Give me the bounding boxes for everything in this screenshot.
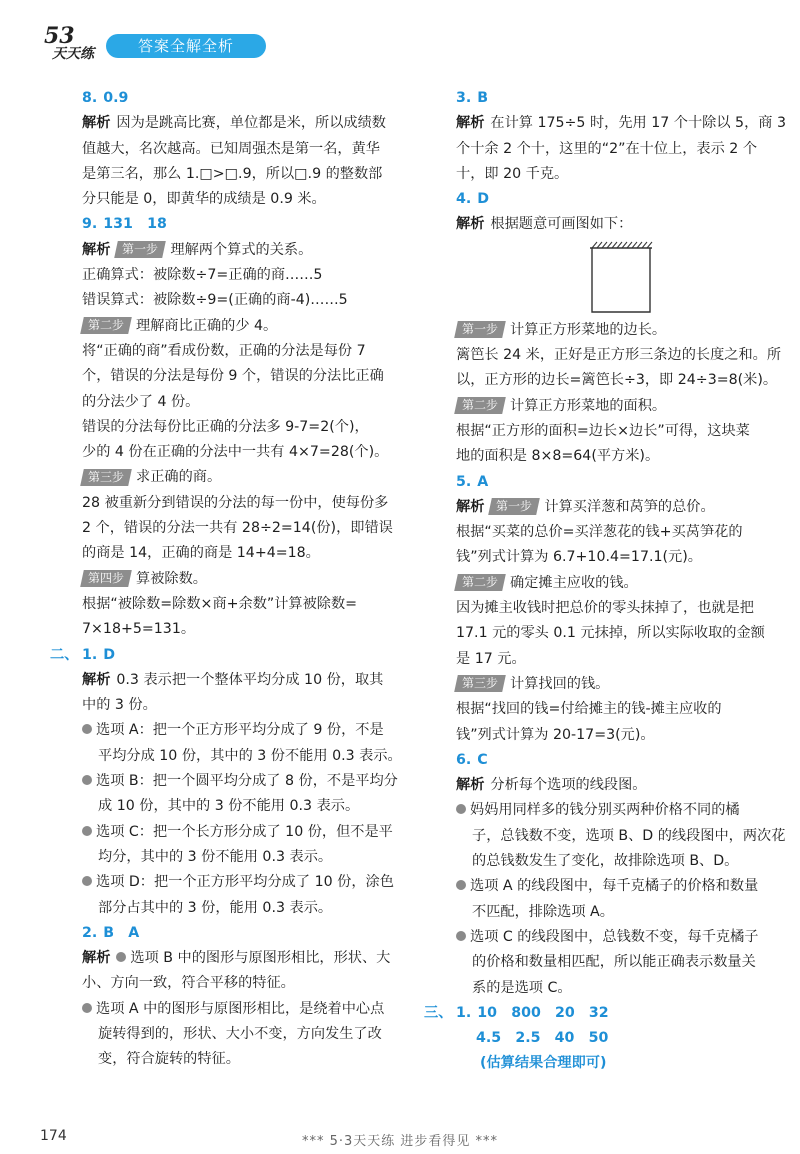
analysis-tag: 解析	[82, 950, 111, 967]
line-text: 以，正方形的边长=篱笆长÷3，即 24÷3=8(米)。	[456, 372, 778, 389]
step-label: 第二步	[462, 575, 499, 590]
line-text: 妈妈用同样多的钱分别买两种价格不同的橘	[470, 802, 740, 819]
analysis-tag: 解析	[82, 241, 111, 258]
line-text: 选项 C：把一个长方形分成了 10 份，但不是平	[96, 823, 393, 840]
answer-value: B A	[103, 924, 140, 941]
line-text: 因为摊主收钱时把总价的零头抹掉了，也就是把	[456, 600, 754, 617]
text-line	[82, 896, 412, 921]
estimate-note: (估算结果合理即可)	[480, 1055, 607, 1072]
text-line	[82, 516, 412, 541]
text-line	[82, 465, 412, 490]
step-badge	[80, 469, 132, 486]
step-label: 第二步	[462, 398, 499, 413]
line-text: 计算正方形菜地的边长。	[510, 321, 667, 338]
question-number: 8.	[82, 90, 98, 106]
step-label: 第三步	[462, 676, 499, 691]
section-number: 三、	[424, 1004, 453, 1021]
text-line	[82, 238, 412, 263]
text-line	[456, 1026, 782, 1051]
text-line	[456, 900, 782, 925]
text-line	[456, 925, 782, 950]
step-label: 第一步	[462, 322, 499, 337]
line-text: 个十余 2 个十，这里的“2”在十位上，表示 2 个	[456, 140, 758, 157]
text-line	[456, 495, 782, 520]
analysis-tag: 解析	[456, 115, 485, 132]
line-text: 是 17 元。	[456, 650, 526, 667]
line-text: 理解两个算式的关系。	[170, 241, 313, 258]
answer-value: C	[477, 751, 488, 768]
line-text: 是第三名，那么 1.□>□.9，所以□.9 的整数部	[82, 165, 383, 182]
line-text: 子，总钱数不变，选项 B、D 的线段图中，两次花	[472, 827, 786, 844]
text-line	[456, 950, 782, 975]
text-line	[456, 111, 786, 136]
text-line	[82, 415, 412, 440]
line-text: 钱”列式计算为 6.7+10.4=17.1(元)。	[456, 549, 702, 566]
text-line	[82, 137, 412, 162]
fence-square-figure	[456, 238, 782, 318]
text-line	[82, 592, 412, 617]
answer-value: D	[477, 191, 490, 208]
line-text: 在计算 175÷5 时，先用 17 个十除以 5，商 3	[490, 115, 786, 132]
analysis-tag: 解析	[456, 777, 485, 794]
text-line	[82, 390, 412, 415]
text-line	[456, 1051, 782, 1076]
text-line	[82, 288, 412, 313]
question-number: 4.	[456, 191, 472, 208]
text-line	[456, 571, 782, 596]
step-badge	[115, 241, 167, 258]
line-text: 选项 A 的线段图中，每千克橘子的价格和数量	[470, 878, 759, 895]
text-line	[82, 339, 412, 364]
text-line	[82, 491, 412, 516]
text-line	[456, 621, 782, 646]
text-line	[456, 748, 782, 773]
bullet-icon	[82, 1003, 92, 1013]
answer-value: 4.5 2.5 40 50	[476, 1030, 609, 1047]
step-badge	[80, 317, 132, 334]
step-badge	[454, 397, 506, 414]
brand-logo: 53 天天练	[44, 23, 94, 62]
text-line	[456, 976, 782, 1001]
footer-slogan: *** 5·3天天练 进步看得见 ***	[301, 1134, 499, 1149]
text-line	[82, 997, 412, 1022]
question-number: 1.	[456, 1004, 472, 1021]
step-badge	[454, 675, 506, 692]
line-text: 计算找回的钱。	[510, 675, 610, 692]
line-text: 选项 D：把一个正方形平均分成了 10 份，涂色	[96, 874, 394, 891]
text-line	[82, 718, 412, 743]
text-line	[82, 617, 412, 642]
text-line	[456, 824, 786, 849]
line-text: 值越大，名次越高。已知周强杰是第一名，黄华	[82, 140, 380, 157]
bullet-icon	[456, 880, 466, 890]
text-line	[456, 672, 782, 697]
text-line	[82, 187, 412, 212]
text-line	[456, 798, 782, 823]
section-number: 二、	[50, 646, 79, 663]
answer-value: D	[103, 646, 116, 663]
text-line	[456, 419, 782, 444]
text-line	[456, 394, 782, 419]
line-text: 的分法少了 4 份。	[82, 393, 200, 410]
text-line	[424, 1001, 782, 1026]
answer-value: 10 800 20 32	[477, 1004, 609, 1021]
bullet-icon	[456, 804, 466, 814]
text-line	[456, 343, 782, 368]
text-line	[82, 693, 412, 718]
line-text: 17.1 元的零头 0.1 元抹掉，所以实际收取的金额	[456, 625, 765, 642]
line-text: 成 10 份，其中的 3 份不能用 0.3 表示。	[98, 798, 360, 815]
text-line	[456, 520, 782, 545]
text-line	[82, 567, 412, 592]
page-number: 174	[40, 1128, 67, 1144]
answer-value: 0.9	[103, 90, 129, 106]
step-label: 第一步	[496, 499, 533, 514]
text-line	[82, 263, 412, 288]
line-text: 根据“找回的钱=付给摊主的钱-摊主应收的	[456, 701, 722, 718]
text-line	[456, 137, 782, 162]
line-text: 2 个，错误的分法一共有 28÷2=14(份)，即错误	[82, 520, 393, 537]
line-text: 部分占其中的 3 份，能用 0.3 表示。	[98, 899, 333, 916]
text-line	[82, 440, 412, 465]
line-text: 理解商比正确的少 4。	[136, 317, 278, 334]
text-line	[456, 849, 782, 874]
text-line	[82, 1047, 412, 1072]
step-badge	[489, 498, 541, 515]
line-text: 选项 B 中的图形与原图形相比，形状、大	[130, 950, 391, 967]
bullet-icon	[82, 775, 92, 785]
text-line	[82, 162, 412, 187]
text-line	[456, 318, 782, 343]
text-line	[456, 773, 782, 798]
question-number: 9.	[82, 216, 98, 233]
answer-value: B	[477, 90, 489, 106]
text-line	[456, 162, 782, 187]
line-text: 计算买洋葱和莴笋的总价。	[544, 498, 715, 515]
line-text: 28 被重新分到错误的分法的每一份中，使每份多	[82, 494, 389, 511]
question-number: 6.	[456, 751, 472, 768]
line-text: 地的面积是 8×8=64(平方米)。	[456, 448, 660, 465]
text-line	[82, 744, 412, 769]
text-line	[82, 364, 412, 389]
right-column	[424, 86, 786, 1077]
text-line	[82, 794, 412, 819]
text-line	[82, 845, 412, 870]
line-text: 少的 4 份在正确的分法中一共有 4×7=28(个)。	[82, 444, 389, 461]
line-text: 钱”列式计算为 20-17=3(元)。	[456, 726, 655, 743]
line-text: 均分，其中的 3 份不能用 0.3 表示。	[98, 848, 333, 865]
line-text: 分只能是 0，即黄华的成绩是 0.9 米。	[82, 191, 326, 208]
line-text: 计算正方形菜地的面积。	[510, 397, 667, 414]
left-column	[50, 86, 412, 1073]
line-text: 错误的分法每份比正确的分法多 9-7=2(个)，	[82, 418, 369, 435]
text-line	[82, 820, 412, 845]
text-line	[456, 187, 782, 212]
text-line	[82, 541, 412, 566]
line-text: 个，错误的分法是每份 9 个，错误的分法比正确	[82, 368, 384, 385]
line-text: 选项 A 中的图形与原图形相比，是绕着中心点	[96, 1000, 385, 1017]
step-label: 第四步	[88, 571, 125, 586]
text-line	[456, 874, 782, 899]
text-line	[456, 444, 782, 469]
text-line	[82, 111, 412, 136]
line-text: 算被除数。	[136, 570, 207, 587]
step-badge	[80, 570, 132, 587]
line-text: 因为是跳高比赛，单位都是米，所以成绩数	[116, 115, 386, 132]
line-text: 中的 3 份。	[82, 697, 157, 714]
line-text: 的商是 14，正确的商是 14+4=18。	[82, 545, 320, 562]
line-text: 的总钱数发生了变化，故排除选项 B、D。	[472, 853, 739, 870]
line-text: 正确算式：被除数÷7=正确的商……5	[82, 267, 323, 284]
line-text: 的价格和数量相匹配，所以能正确表示数量关	[472, 954, 756, 971]
text-line	[50, 643, 412, 668]
text-line	[456, 545, 782, 570]
line-text: 根据“买菜的总价=买洋葱花的钱+买莴笋花的	[456, 524, 743, 541]
bullet-icon	[82, 826, 92, 836]
line-text: 分析每个选项的线段图。	[490, 777, 647, 794]
text-line	[456, 647, 782, 672]
text-line	[82, 314, 412, 339]
line-text: 0.3 表示把一个整体平均分成 10 份，取其	[116, 671, 384, 688]
line-text: 7×18+5=131。	[82, 621, 196, 638]
question-number: 1.	[82, 646, 98, 663]
line-text: 系的是选项 C。	[472, 979, 572, 996]
text-line	[456, 212, 782, 237]
analysis-tag: 解析	[456, 498, 485, 515]
question-number: 5.	[456, 473, 472, 490]
line-text: 选项 C 的线段图中，总钱数不变，每千克橘子	[470, 928, 759, 945]
text-line	[82, 668, 412, 693]
line-text: 十，即 20 千克。	[456, 165, 569, 182]
square-garden-diagram	[586, 240, 656, 316]
section-badge: 答案全解全析	[106, 34, 266, 58]
line-text: 错误算式：被除数÷9=(正确的商-4)……5	[82, 292, 348, 309]
analysis-tag: 解析	[82, 115, 111, 132]
line-text: 根据“被除数=除数×商+余数”计算被除数=	[82, 595, 358, 612]
text-line	[82, 86, 412, 111]
text-line	[456, 596, 782, 621]
line-text: 不匹配，排除选项 A。	[472, 903, 614, 920]
line-text: 平均分成 10 份，其中的 3 份不能用 0.3 表示。	[98, 747, 402, 764]
bullet-icon	[456, 931, 466, 941]
line-text: 根据题意可画图如下：	[490, 216, 633, 233]
line-text: 变，符合旋转的特征。	[98, 1051, 240, 1068]
text-line	[82, 921, 412, 946]
bullet-icon	[82, 724, 92, 734]
answer-value: A	[477, 473, 489, 490]
line-text: 旋转得到的，形状、大小不变，方向发生了改	[98, 1025, 382, 1042]
text-line	[456, 697, 782, 722]
step-badge	[454, 321, 506, 338]
analysis-tag: 解析	[456, 216, 485, 233]
question-number: 3.	[456, 90, 472, 106]
line-text: 将“正确的商”看成份数，正确的分法是每份 7	[82, 342, 366, 359]
step-label: 第二步	[88, 318, 125, 333]
question-number: 2.	[82, 924, 98, 941]
text-line	[456, 86, 782, 111]
line-text: 选项 B：把一个圆平均分成了 8 份，不是平均分	[96, 773, 398, 790]
text-line	[456, 470, 782, 495]
step-label: 第一步	[122, 242, 159, 257]
line-text: 选项 A：把一个正方形平均分成了 9 份，不是	[96, 722, 384, 739]
line-text: 根据“正方形的面积=边长×边长”可得，这块菜	[456, 422, 750, 439]
line-text: 篱笆长 24 米，正好是正方形三条边的长度之和。所	[456, 347, 782, 364]
line-text: 求正确的商。	[136, 469, 222, 486]
line-text: 确定摊主应收的钱。	[510, 574, 638, 591]
text-line	[82, 870, 412, 895]
text-line	[82, 212, 412, 237]
answer-value: 131 18	[103, 216, 167, 233]
text-line	[82, 971, 412, 996]
step-badge	[454, 574, 506, 591]
analysis-tag: 解析	[82, 671, 111, 688]
bullet-icon	[82, 876, 92, 886]
step-label: 第三步	[88, 469, 125, 484]
text-line	[82, 1022, 412, 1047]
text-line	[82, 946, 412, 971]
text-line	[456, 368, 782, 393]
bullet-icon	[116, 952, 126, 962]
text-line	[456, 723, 782, 748]
line-text: 小、方向一致，符合平移的特征。	[82, 975, 295, 992]
text-line	[82, 769, 412, 794]
